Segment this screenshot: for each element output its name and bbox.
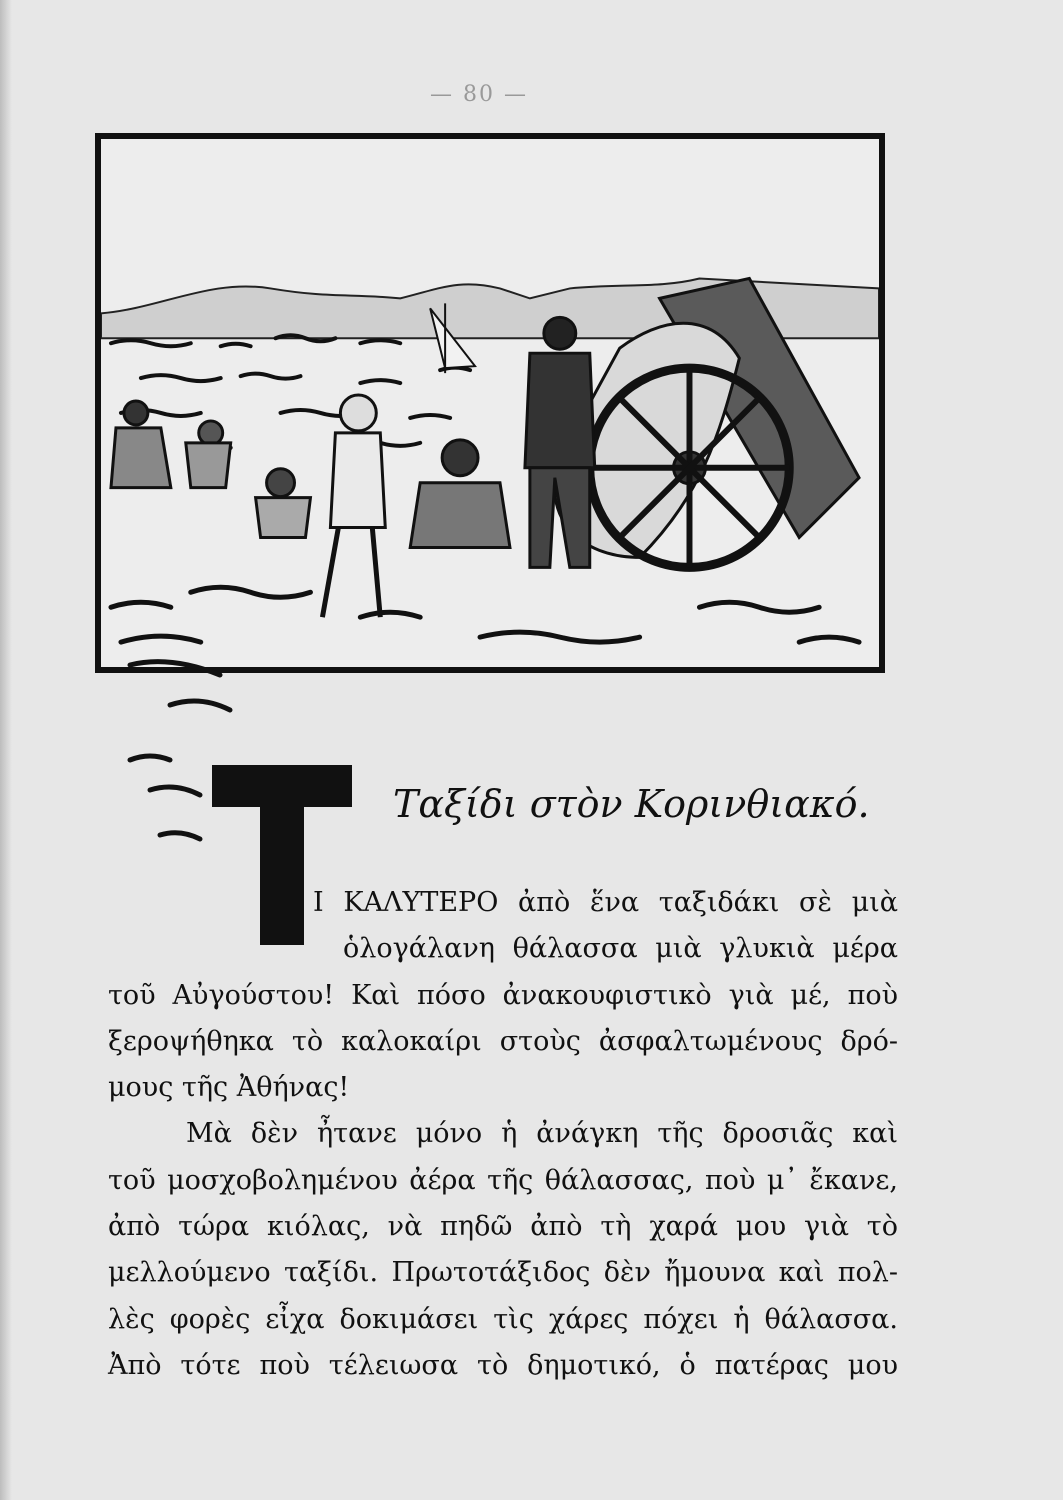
text-line: μους τῆς Ἀθήνας!: [108, 1072, 350, 1104]
page-edge: [0, 0, 12, 1500]
text-line: τοῦ Αὐγούστου! Καὶ πόσο ἀνακουφιστικὸ γιὰ μέ, ποὺ: [108, 979, 898, 1011]
text-line: ὁλογάλανη θάλασσα μιὰ γλυκιὰ μέρα: [343, 933, 898, 965]
text-line: Μὰ δὲν ἦτανε μόνο ἡ ἀνάγκη τῆς δροσιᾶς καὶ: [186, 1118, 898, 1150]
text-line: λὲς φορὲς εἶχα δοκιμάσει τὶς χάρες πόχει ἡ θάλασσα.: [108, 1303, 898, 1335]
beach-scene-drawing: [101, 139, 879, 667]
body-text: [108, 880, 898, 1389]
text-line: ξεροψήθηκα τὸ καλοκαίρι στοὺς ἀσφαλτωμένους δρό-: [108, 1025, 898, 1057]
text-line: Ι ΚΑΛΥΤΕΡΟ ἀπὸ ἕνα ταξιδάκι σὲ μιὰ: [313, 887, 898, 918]
text-line: ἀπὸ τώρα κιόλας, νὰ πηδῶ ἀπὸ τὴ χαρά μου γιὰ τὸ: [108, 1211, 898, 1243]
chapter-title: Ταξίδι στὸν Κορινθιακό.: [393, 782, 870, 826]
text-line: μελλούμενο ταξίδι. Πρωτοτάξιδος δὲν ἤμουνα καὶ πολ-: [108, 1257, 898, 1289]
illustration: [95, 133, 885, 673]
text-line: Ἀπὸ τότε ποὺ τέλειωσα τὸ δημοτικό, ὁ πατέρας μου: [108, 1349, 898, 1381]
page-number: — 80 —: [430, 82, 528, 107]
text-line: τοῦ μοσχοβολημένου ἀέρα τῆς θάλασσας, ποὺ μ᾽ ἔκανε,: [108, 1164, 898, 1196]
